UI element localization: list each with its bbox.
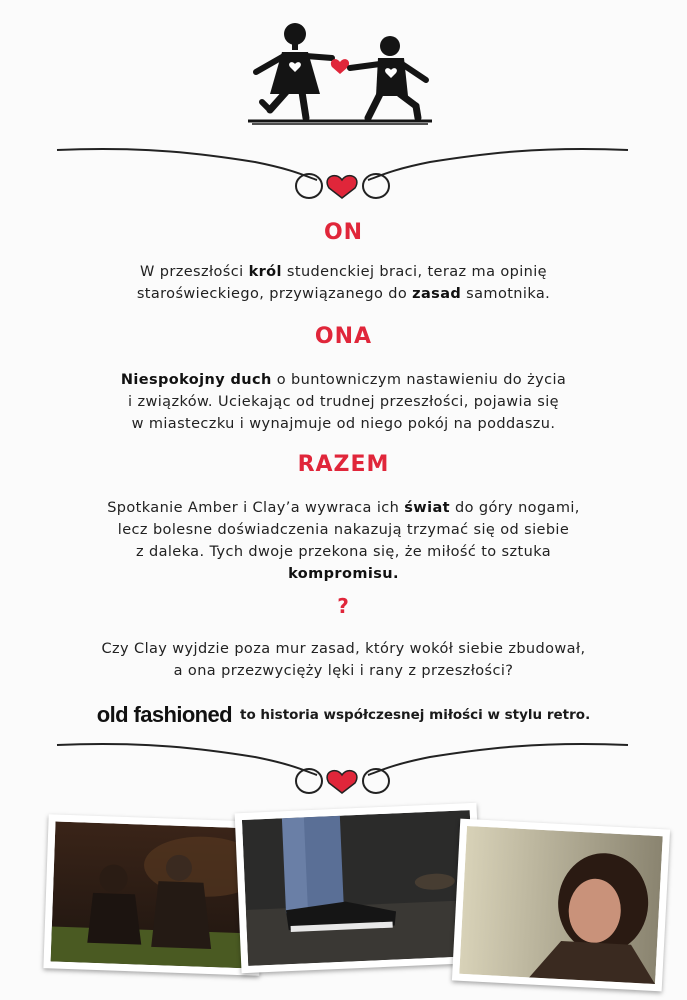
photo-feet-sneakers — [235, 803, 484, 973]
body-text: Czy Clay wyjdzie poza mur zasad, który wokół siebie zbudował, — [101, 641, 586, 657]
body-text: i związków. Uciekając od trudnej przeszłości, pojawia się — [128, 394, 559, 410]
paragraph-on — [70, 261, 617, 305]
swirl-heart-divider-icon — [55, 735, 630, 795]
heading-razem: RAZEM — [297, 452, 390, 477]
emphasis-text: król — [248, 264, 282, 280]
body-text: staroświeckiego, przywiązanego do — [136, 286, 413, 302]
body-text: o buntowniczym nastawieniu do życia — [271, 372, 567, 388]
photo-woman-smiling — [452, 819, 670, 992]
body-text: do góry nogami, — [449, 500, 580, 516]
emphasis-text: zasad — [412, 286, 462, 302]
heading-on: ON — [323, 220, 364, 245]
body-text: samotnika. — [461, 286, 551, 302]
heading-ona: ONA — [314, 324, 373, 349]
paragraph-ona — [70, 369, 617, 435]
brand-title: old fashioned — [96, 702, 232, 727]
body-text: lecz bolesne doświadczenia nakazują trzymać się od siebie — [117, 522, 570, 538]
couple-figures-icon — [240, 14, 440, 129]
body-text: z daleka. Tych dwoje przekona się, że miłość to sztuka — [135, 544, 552, 560]
heading-question: ? — [337, 594, 350, 618]
tagline — [0, 702, 687, 728]
swirl-heart-divider-icon — [55, 140, 630, 200]
heart-icon — [331, 59, 349, 74]
body-text: a ona przezwycięży lęki i rany z przeszłości? — [173, 663, 514, 679]
emphasis-text: Niespokojny duch — [120, 372, 272, 388]
body-text: Spotkanie Amber i Clay’a wywraca ich — [107, 500, 405, 516]
body-text: studenckiej braci, teraz ma opinię — [281, 264, 548, 280]
emphasis-text: świat — [404, 500, 450, 516]
tagline-text: to historia współczesnej miłości w stylu retro. — [240, 707, 591, 723]
paragraph-question — [70, 638, 617, 682]
body-text: w miasteczku i wynajmuje od niego pokój na poddaszu. — [131, 416, 556, 432]
photo-couple-park — [43, 814, 264, 975]
emphasis-text: kompromisu. — [288, 566, 399, 582]
paragraph-razem — [70, 497, 617, 585]
body-text: W przeszłości — [139, 264, 249, 280]
